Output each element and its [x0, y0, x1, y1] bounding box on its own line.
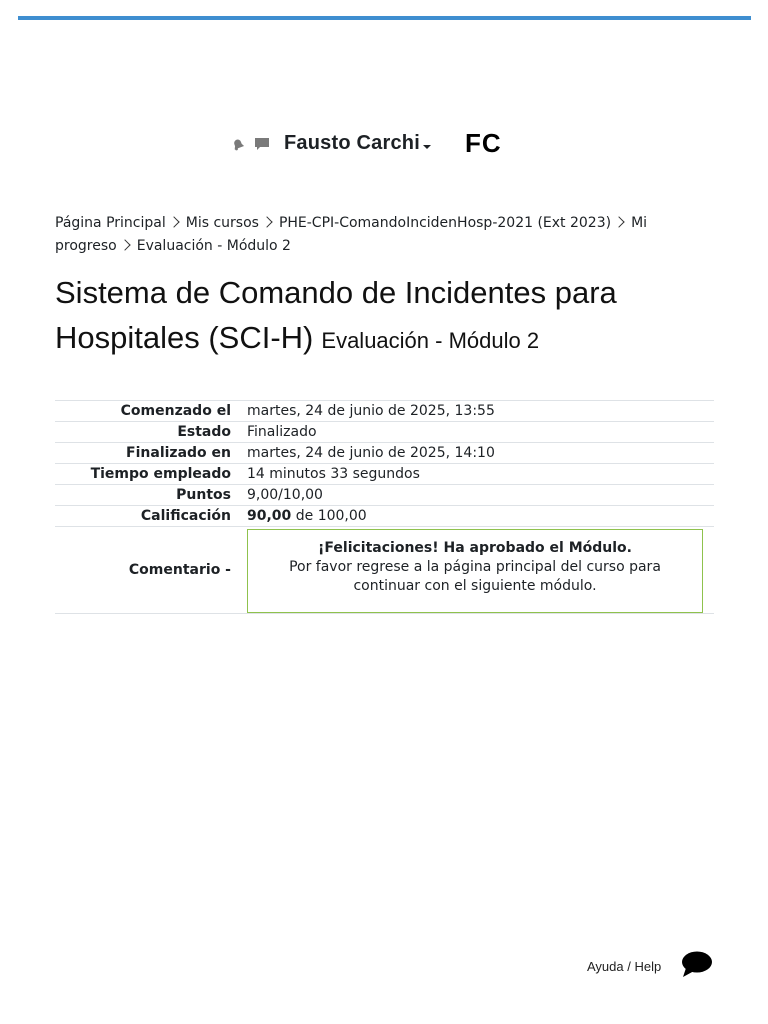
chevron-right-icon — [119, 239, 130, 250]
top-accent-bar — [18, 16, 751, 20]
row-value: martes, 24 de junio de 2025, 14:10 — [241, 443, 714, 464]
quiz-summary-table — [55, 400, 714, 614]
row-value: martes, 24 de junio de 2025, 13:55 — [241, 401, 714, 422]
row-value — [241, 527, 714, 614]
row-label: Comentario - — [55, 527, 241, 614]
table-row — [55, 443, 714, 464]
row-label: Calificación — [55, 506, 241, 527]
page-title — [55, 270, 735, 363]
chevron-right-icon — [261, 216, 272, 227]
chevron-down-icon[interactable] — [423, 145, 431, 149]
breadcrumb-item-quiz[interactable]: Evaluación - Módulo 2 — [136, 238, 291, 254]
row-label: Puntos — [55, 485, 241, 506]
feedback-heading: ¡Felicitaciones! Ha aprobado el Módulo. — [318, 539, 632, 556]
avatar[interactable]: FC — [464, 128, 502, 158]
row-label: Comenzado el — [55, 401, 241, 422]
row-label: Finalizado en — [55, 443, 241, 464]
course-title: Sistema de Comando de Incidentes para Hospitales (SCI-H) — [55, 275, 617, 355]
user-menu-name[interactable]: Fausto Carchi — [284, 132, 420, 154]
row-label: Tiempo empleado — [55, 464, 241, 485]
chat-bubble-icon[interactable] — [254, 136, 270, 152]
breadcrumb-item-course[interactable]: PHE-CPI-ComandoIncidenHosp-2021 (Ext 2023) — [278, 215, 612, 231]
bell-icon[interactable] — [230, 136, 246, 152]
breadcrumb-item-my-courses[interactable]: Mis cursos — [185, 215, 259, 231]
table-row — [55, 401, 714, 422]
feedback-body: Por favor regrese a la página principal del curso para continuar con el siguiente módulo. — [289, 558, 661, 594]
breadcrumb-item-home[interactable]: Página Principal — [55, 215, 166, 231]
table-row — [55, 506, 714, 527]
row-label: Estado — [55, 422, 241, 443]
row-value: 14 minutos 33 segundos — [241, 464, 714, 485]
user-navigation — [230, 128, 502, 159]
table-row — [55, 485, 714, 506]
grade-max: de 100,00 — [295, 508, 367, 524]
grade-score: 90,00 — [247, 508, 292, 524]
help-label[interactable]: Ayuda / Help — [587, 958, 662, 974]
table-row — [55, 422, 714, 443]
help-widget[interactable] — [587, 950, 713, 982]
chevron-right-icon — [168, 216, 179, 227]
feedback-box — [247, 529, 703, 613]
grade-value — [241, 506, 714, 527]
row-value: 9,00/10,00 — [241, 485, 714, 506]
row-value: Finalizado — [241, 422, 714, 443]
breadcrumb — [55, 212, 675, 258]
table-row — [55, 464, 714, 485]
chevron-right-icon — [613, 216, 624, 227]
page-subtitle: Evaluación - Módulo 2 — [321, 328, 540, 353]
breadcrumb-item-my-progress[interactable]: Mi progreso — [55, 215, 648, 254]
table-row — [55, 527, 714, 614]
chat-bubble-icon[interactable] — [681, 950, 713, 982]
